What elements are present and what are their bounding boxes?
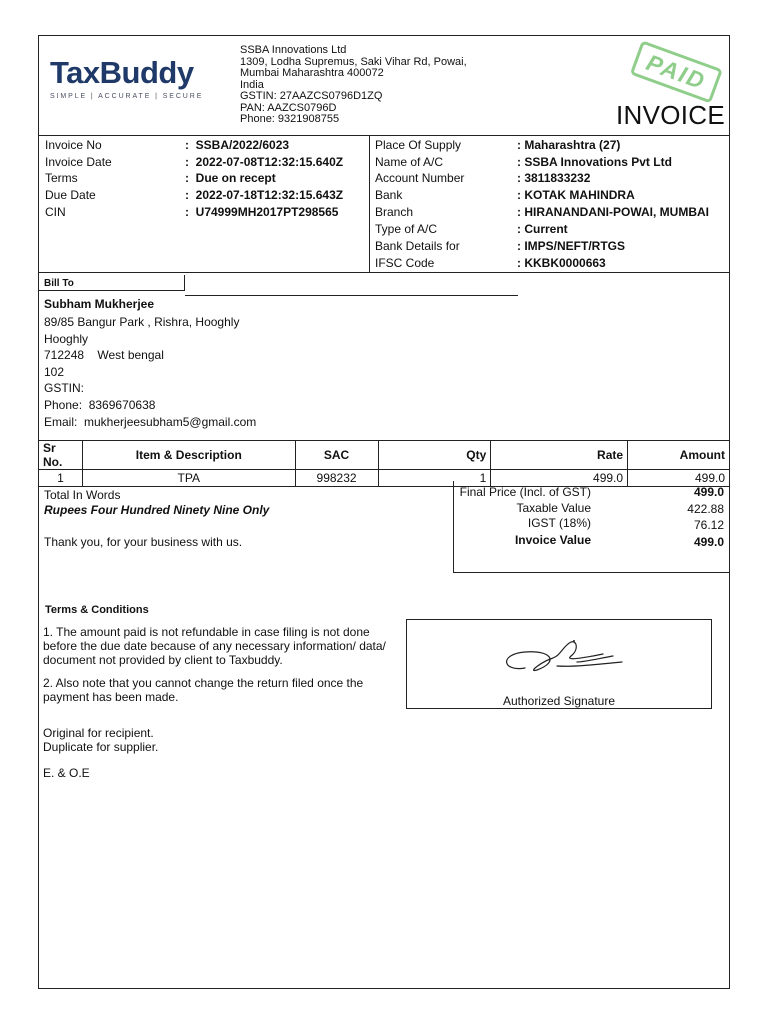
invoice-value-label: Invoice Value	[514, 533, 591, 547]
signature-label: Authorized Signature	[502, 694, 616, 708]
account-type-label: Type of A/C	[375, 222, 438, 236]
paid-stamp: PAID	[627, 29, 727, 111]
company-address-line-2: Mumbai Maharashtra 400072	[240, 67, 384, 79]
ifsc-code-value: : KKBK0000663	[517, 256, 606, 270]
col-sac: SAC	[295, 441, 378, 470]
logo-wordmark: TaxBuddy	[50, 55, 194, 90]
table-row	[39, 470, 730, 487]
invoice-title: INVOICE	[616, 100, 726, 130]
due-date-value: : 2022-07-18T12:32:15.643Z	[185, 188, 344, 202]
totals-bottom-border	[453, 572, 730, 573]
col-item-description: Item & Description	[82, 441, 295, 470]
total-in-words: Rupees Four Hundred Ninety Nine Only	[44, 503, 270, 517]
bank-label: Bank	[375, 188, 403, 202]
taxable-value-label: Taxable Value	[516, 501, 591, 515]
terms-item-2: 2. Also note that you cannot change the return filed once the payment has been made.	[43, 676, 364, 704]
cin-label: CIN	[45, 205, 66, 219]
invoice-date-value: : 2022-07-08T12:32:15.640Z	[185, 155, 344, 169]
bank-details-for-label: Bank Details for	[375, 239, 460, 253]
account-name-value: : SSBA Innovations Pvt Ltd	[517, 155, 672, 169]
signature-image	[497, 632, 627, 680]
logo-tagline: SIMPLE | ACCURATE | SECURE	[50, 93, 204, 100]
customer-gstin: GSTIN:	[44, 381, 85, 395]
col-rate: Rate	[491, 441, 628, 470]
account-number-label: Account Number	[375, 171, 465, 185]
row-rate: 499.0	[491, 470, 628, 487]
customer-name: Subham Mukherjee	[44, 297, 155, 311]
final-price-value: 499.0	[693, 485, 724, 499]
row-qty: 1	[378, 470, 491, 487]
branch-value: : HIRANANDANI-POWAI, MUMBAI	[517, 205, 709, 219]
duplicate-note: Duplicate for supplier.	[43, 740, 159, 754]
copy-note	[43, 726, 158, 754]
company-phone: Phone: 9321908755	[240, 113, 340, 125]
bill-to-header: Bill To	[38, 275, 185, 291]
bill-to-underline	[185, 295, 518, 296]
taxbuddy-logo	[50, 55, 220, 105]
thank-you-note: Thank you, for your business with us.	[44, 535, 243, 549]
terms-value: : Due on recept	[185, 171, 276, 185]
place-of-supply-value: : Maharashtra (27)	[517, 138, 621, 152]
signature-box	[406, 619, 712, 709]
totals-left-border	[453, 481, 454, 572]
invoice-date-label: Invoice Date	[45, 155, 112, 169]
company-address-block	[240, 45, 467, 126]
terms-label: Terms	[45, 171, 78, 185]
row-sr-no: 1	[39, 470, 83, 487]
customer-city: Hooghly	[44, 332, 89, 346]
invoice-value: 499.0	[693, 535, 724, 549]
original-note: Original for recipient.	[43, 726, 154, 740]
bank-value: : KOTAK MAHINDRA	[517, 188, 635, 202]
terms-heading: Terms & Conditions	[45, 604, 149, 616]
total-in-words-label: Total In Words	[44, 488, 121, 502]
details-divider	[369, 135, 370, 272]
account-number-value: : 3811833232	[517, 171, 591, 185]
row-amount: 499.0	[628, 470, 730, 487]
company-address-line-1: 1309, Lodha Supremus, Saki Vihar Rd, Powai,	[240, 55, 467, 68]
account-type-value: : Current	[517, 222, 568, 236]
bank-details-for-value: : IMPS/NEFT/RTGS	[517, 239, 625, 253]
igst-label: IGST (18%)	[527, 516, 591, 530]
company-gstin: GSTIN: 27AAZCS0796D1ZQ	[240, 90, 383, 102]
invoice-no-value: : SSBA/2022/6023	[185, 138, 290, 152]
details-bottom-divider	[38, 272, 730, 273]
col-amount: Amount	[628, 441, 730, 470]
branch-label: Branch	[375, 205, 414, 219]
company-country: India	[240, 78, 264, 91]
customer-phone: Phone: 8369670638	[44, 398, 156, 412]
eoe-note: E. & O.E	[43, 766, 90, 780]
igst-value: 76.12	[693, 518, 724, 532]
header-divider	[38, 135, 730, 136]
row-item: TPA	[82, 470, 295, 487]
col-sr-no: Sr No.	[39, 441, 83, 470]
due-date-label: Due Date	[45, 188, 96, 202]
company-pan: PAN: AAZCS0796D	[240, 101, 337, 114]
row-sac: 998232	[295, 470, 378, 487]
items-table	[38, 440, 730, 487]
cin-value: : U74999MH2017PT298565	[185, 205, 339, 219]
ifsc-code-label: IFSC Code	[375, 256, 435, 270]
customer-email: Email: mukherjeesubham5@gmail.com	[44, 415, 257, 429]
place-of-supply-label: Place Of Supply	[375, 138, 462, 152]
customer-code: 102	[44, 365, 65, 379]
taxable-value: 422.88	[687, 502, 724, 516]
final-price-label: Final Price (Incl. of GST)	[459, 485, 591, 499]
account-name-label: Name of A/C	[375, 155, 444, 169]
customer-pin-state: 712248 West bengal	[44, 348, 164, 362]
customer-address-line: 89/85 Bangur Park , Rishra, Hooghly	[44, 315, 240, 329]
invoice-no-label: Invoice No	[45, 138, 102, 152]
company-name: SSBA Innovations Ltd	[240, 44, 347, 56]
col-qty: Qty	[378, 441, 491, 470]
items-table-header	[39, 441, 730, 470]
terms-item-1: 1. The amount paid is not refundable in case filing is not done before the due date because of any necessary information/ data/ document not provided by client to Taxbuddy.	[43, 625, 386, 667]
